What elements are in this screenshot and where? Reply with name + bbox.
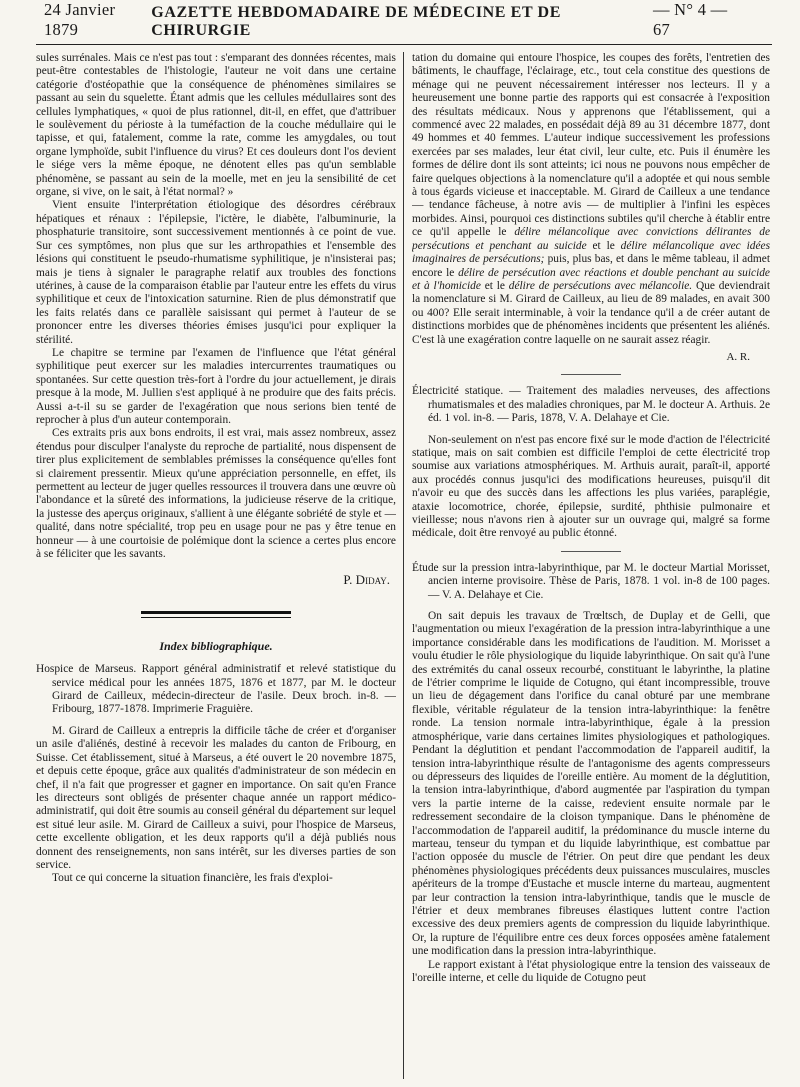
paragraph: M. Girard de Cailleux a entrepris la difficile tâche de créer et d'organiser un asile d'aliénés, destiné à recevoir les malades du canton de Fribourg, en Suisse. Cet établissement, situé à Marseus, a été ouvert le 20 novembre 1875, et depuis cette époque, grâce aux qualités d'administrateur de son médecin en chef, il n'a fait que progresser et gagner en importance. On sait qu'en France les directeurs sont obligés de présenter chaque année un rapport médico-administratif, qui doit être soumis au conseil général du département sur lequel est situé leur asile. M. Girard de Cailleux a suivi, pour l'hospice de Marseus, cette excellente obligation, et les deux rapports qu'il a déjà publiés nous donnent des renseignements, non sans intérêt, sur les diverses parties de son service.: [36, 724, 396, 871]
entry-heading-text: Électricité statique. — Traitement des maladies nerveuses, des affections rhumatismales et des maladies chroniques, par M. le docteur A. Arthuis. 2e éd. 1 vol. in-8. — Paris, 1878, V. A. Delahaye et Cie.: [412, 385, 770, 425]
paragraph: Le chapitre se termine par l'examen de l'influence que l'état général syphilitique peut exercer sur les maladies intercurrentes traumatiques ou spontanées. Sur cette question très-fort à l'ordre du jour actuellement, je dirais presque à la mode, M. Jullien s'est appliqué à ne produire que des faits précis. Aussi a-t-il su se garder de l'exagération que nous serions bien tenté de reprocher à plus d'un auteur contemporain.: [36, 346, 396, 426]
paragraph: [412, 52, 770, 347]
bibliography-entry-heading: [36, 663, 396, 717]
entry-separator: [561, 551, 621, 552]
right-column: [412, 52, 770, 1079]
reviewer-initials: A. R.: [726, 350, 750, 363]
text-run: tation du domaine qui entoure l'hospice, les coupes des forêts, l'entretien des bâtiments, le chauffage, l'éclairage, etc., tout cela constitue des questions de ménage qui ne peuvent nécessairement intéresser nos lecteurs. Il y a heureusement une bonne partie des rapports qui est consacrée à l'exposition des résultats médicaux. Nous y apprenons que l'établissement, qui a commencé avec 22 malades, en possédait déjà 89 au 31 décembre 1877, dont 49 hommes et 40 femmes. L'auteur indique successivement les professions exercées par ses malades, leur état civil, leur culte, etc. Puis il énumère les formes de délire dont ils sont atteints; ici nous ne pouvons nous empêcher de faire quelques objections à la nomenclature qu'il a adoptée et qui nous semble à tous égards vicieuse et inacceptable. M. Girard de Cailleux a une tendance — tendance fâcheuse, à notre avis — de multiplier à l'infini les espèces morbides. Ainsi, pourquoi ces distinctions subtiles qu'il cherche à établir entre ce qu'il appelle le: [412, 52, 770, 239]
section-divider-thin: [141, 617, 291, 618]
paragraph: Tout ce qui concerne la situation financière, les frais d'exploi-: [52, 872, 333, 885]
italic-term: délire de persécutions avec mélancolie.: [508, 279, 693, 292]
paragraph: sules surrénales. Mais ce n'est pas tout : s'emparant des données récentes, mais peut-être contestables de l'histologie, l'auteur ne voit dans une certaine catégorie d'ostéopathie que la conséquence de phénomènes similaires se passant au sein du squelette. Étant admis que les cellules médullaires sont des cellules lymphatiques, « quoi de plus rationnel, dit-il, en effet, que d'attribuer le soulèvement du périoste à la tuméfaction de la couche médullaire qui le tapisse, et qui, fatalement, comme la rate, comme les amygdales, ou tout organe lymphoïde, subit l'influence du virus? Et ces douleurs dont l'os devient le siége vers la même époque, ne dénotent elles pas qu'un semblable phénomène, se passant au sein de la moelle, met en jeu la sensibilité de cet organe, si vive, on le sait, à l'état normal? »: [36, 52, 396, 199]
text-run: puis, plus bas, et dans le même tableau, il admet encore le: [412, 253, 770, 279]
paragraph: On sait depuis les travaux de Trœltsch, de Duplay et de Gelli, que l'augmentation ou mieux l'exagération de la pression intra-labyrinthique a une importance considérable dans les modifications de l'audition. M. Morisset a voulu étudier le rôle physiologique du liquide labyrinthique. On sait qu'à l'une des extrémités du canal osseux recourbé, constituant le labyrinthe, la platine de l'étrier comprime le liquide de Cotugno, qui étant incompressible, trouve un lieu de dégagement dans l'orifice du canal obturé par une membrane flexible, véritable régulateur de la tension intra-labyrinthique: la fenêtre ronde. La tension normale intra-labyrinthique, égale à la pression atmosphérique, varie dans certaines limites physiologiques et pathologiques. Pendant la déglutition et pendant l'accommodation de l'appareil auditif, la tension intra-labyrinthique résulte de l'antagonisme des agents compresseurs ou dépresseurs des liquides de l'oreille entière. Au moment de la déglutition, la tension intra-labyrinthique, d'abord augmentée par l'aspiration du tympan vers la partie interne de la caisse, redevient ensuite normale par le redressement secondaire de la cloison tympanique. Dans le phénomène de l'accommodation de l'appareil auditif, la prédominance du muscle interne du marteau, tenseur du tympan et du liquide labyrinthique, est combattue par l'action opposée du muscle de l'étrier. On peut dire que pendant les deux phénomènes physiologiques précédents deux puissances musculaires, muscles apériteurs de la trompe d'Eustache et muscle interne du marteau, augmentent par leur contraction la tension intra-labyrinthique, tandis que le muscle de l'étrier et deux membranes fibreuses élastiques luttent contre l'action excessive des deux premiers agents de compression du liquide labyrinthique. Or, la rupture de l'équilibre entre ces deux forces opposées amène fatalement une modification dans la pression intra-labyrinthique.: [412, 610, 770, 958]
page-number: 67: [652, 20, 671, 39]
text-run: Que deviendrait la nomenclature si M. Girard de Cailleux, au lieu de 89 malades, en avait 300 ou 400? Elle serait interminable, à voir la tendance qu'il a de créer autant de distinctions morbides que de phénomènes incidents que présentent les aliénés. C'est là une exagération contre laquelle on ne saurait assez réagir.: [412, 279, 770, 346]
entry-heading-text: Hospice de Marseus. Rapport général administratif et relevé statistique du service médical pour les années 1875, 1876 et 1877, par M. le docteur Girard de Cailleux, médecin-directeur de l'asile. Deux broch. in-8. — Fribourg, 1877-1878. Imprimerie Fraguière.: [36, 663, 396, 716]
running-header: [44, 0, 764, 40]
section-divider-thick: [141, 611, 291, 614]
text-run: et le: [480, 279, 509, 292]
paragraph: Ces extraits pris aux bons endroits, il est vrai, mais assez nombreux, assez étendus pour disculper l'analyste du reproche de partialité, nous dispensent de tirer plus explicitement de semblables prémisses la conséquence qu'elles font si clairement pressentir. Mieux qu'une appréciation personnelle, en effet, ils permettent au lecteur de juger quelles ressources il trouvera dans une œuvre où l'abondance et la sûreté des informations, la judicieuse réserve de la critique, la justesse des aperçus originaux, s'allient à une élégante sobriété de style et — qualité, dans notre spécialité, trop peu en usage pour ne pas y être tenue en honneur — à une courtoisie de polémique dont la science a certes plus encore à se féliciter que les savants.: [36, 427, 396, 561]
page-info: [653, 0, 764, 40]
paragraph: Vient ensuite l'interprétation étiologique des désordres cérébraux hépatiques et rénaux : l'épilepsie, l'ictère, le diabète, l'albuminurie, la phosphaturie transitoire, sont successivement mentionnés à ce point de vue. Sur ces symptômes, non plus que sur les arthropathies et l'ensemble des lésions qui constituent le pseudo-rhumatisme syphilitique, je n'insisterai pas; mais je tiens à signaler le paragraphe relatif aux troubles des fonctions utérines, à cause de la comparaison établie par l'auteur entre les effets du virus syphilitique et ceux de l'intoxication saturnine. Rien de plus démonstratif que les faits relatés dans ce parallèle saisissant qui permet à l'auteur de se prononcer entre les diverses théories émises jusqu'ici pour expliquer la stérilité.: [36, 199, 396, 346]
left-column: [36, 52, 396, 1079]
issue-number: — N° 4 —: [652, 0, 728, 19]
journal-title: GAZETTE HEBDOMADAIRE DE MÉDECINE ET DE CHIRURGIE: [151, 4, 561, 39]
column-divider: [403, 52, 404, 1079]
paragraph: Non-seulement on n'est pas encore fixé sur le mode d'action de l'électricité statique, mais on sait combien est difficile l'emploi de cette électricité trop soumise aux variations atmosphériques. M. Arthuis aurait, paraît-il, apporté aux procédés connus jusqu'ici des modifications heureuses, puisqu'il dit n'avoir eu que des succès dans les affections les plus variées, paraplégie, ataxie locomotrice, chorée, épilepsie, surdité, phthisie pulmonaire et vieillesse; nous n'avons rien à ajouter sur un ouvrage qui, malgré sa forme médicale, doit être renvoyé au public étonné.: [412, 433, 770, 540]
italic-term: délire mélancolique avec convictions délirantes de persécutions et penchant au suicide: [412, 226, 770, 252]
bibliography-entry-heading: [412, 562, 770, 602]
italic-term: délire de persécution avec réactions et double penchant au suicide et à l'homicide: [412, 266, 770, 292]
text-run: et le: [586, 239, 621, 252]
paragraph: Le rapport existant à l'état physiologique entre la tension des vaisseaux de l'oreille interne, et celle du liquide de Cotugno peut: [412, 958, 770, 984]
bibliography-entry-heading: [412, 385, 770, 425]
author-signature: P. Diday.: [343, 572, 390, 588]
entry-heading-text: Étude sur la pression intra-labyrinthique, par M. le docteur Martial Morisset, ancien interne provisoire. Thèse de Paris, 1878. 1 vol. in-8 de 100 pages. — V. A. Delahaye et Cie.: [412, 561, 770, 601]
issue-date: 24 Janvier 1879: [44, 0, 116, 39]
index-title: Index bibliographique.: [159, 638, 273, 653]
header-rule: [36, 44, 772, 45]
italic-term: délire mélancolique avec idées imaginaires de persécutions;: [412, 239, 770, 266]
entry-separator: [561, 374, 621, 375]
